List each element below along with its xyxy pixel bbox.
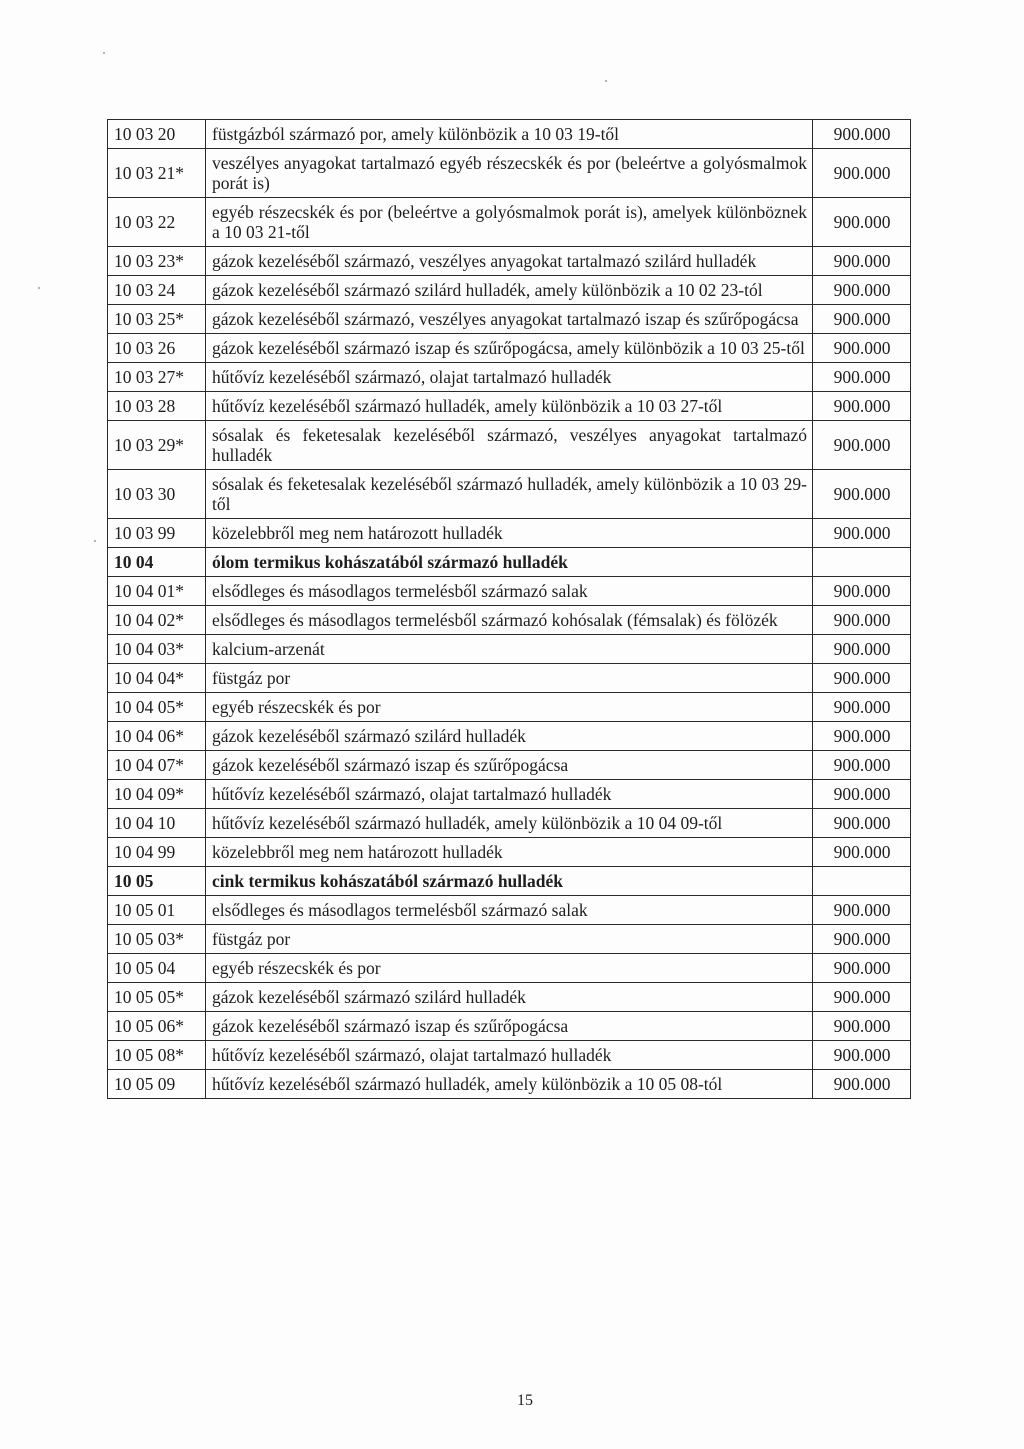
description-cell: veszélyes anyagokat tartalmazó egyéb részecskék és por (beleértve a golyósmalmok porát is) — [206, 149, 813, 198]
table-row — [108, 470, 911, 519]
description-cell: hűtővíz kezeléséből származó, olajat tartalmazó hulladék — [206, 780, 813, 809]
waste-code-cell: 10 04 07* — [108, 751, 206, 780]
amount-cell: 900.000 — [813, 664, 911, 693]
description-cell: sósalak és feketesalak kezeléséből származó hulladék, amely különbözik a 10 03 29-től — [206, 470, 813, 519]
amount-cell: 900.000 — [813, 334, 911, 363]
amount-cell: 900.000 — [813, 276, 911, 305]
description-cell: egyéb részecskék és por — [206, 693, 813, 722]
waste-code-cell: 10 03 23* — [108, 247, 206, 276]
waste-code-cell: 10 03 99 — [108, 519, 206, 548]
amount-cell: 900.000 — [813, 198, 911, 247]
description-cell: gázok kezeléséből származó iszap és szűrőpogácsa — [206, 1012, 813, 1041]
amount-cell: 900.000 — [813, 896, 911, 925]
waste-code-cell: 10 04 10 — [108, 809, 206, 838]
amount-cell: 900.000 — [813, 247, 911, 276]
table-row — [108, 305, 911, 334]
description-cell: ólom termikus kohászatából származó hulladék — [206, 548, 813, 577]
amount-cell: 900.000 — [813, 149, 911, 198]
amount-cell: 900.000 — [813, 1070, 911, 1099]
waste-code-cell: 10 05 01 — [108, 896, 206, 925]
description-cell: gázok kezeléséből származó iszap és szűrőpogácsa, amely különbözik a 10 03 25-től — [206, 334, 813, 363]
description-cell: elsődleges és másodlagos termelésből származó kohósalak (fémsalak) és fölözék — [206, 606, 813, 635]
table-row — [108, 838, 911, 867]
table-row — [108, 606, 911, 635]
table-row — [108, 276, 911, 305]
waste-code-cell: 10 04 02* — [108, 606, 206, 635]
table-row — [108, 1041, 911, 1070]
table-row — [108, 247, 911, 276]
waste-code-cell: 10 03 21* — [108, 149, 206, 198]
table-row — [108, 1012, 911, 1041]
amount-cell: 900.000 — [813, 1012, 911, 1041]
description-cell: füstgáz por — [206, 925, 813, 954]
description-cell: sósalak és feketesalak kezeléséből származó, veszélyes anyagokat tartalmazó hulladék — [206, 421, 813, 470]
waste-code-cell: 10 05 08* — [108, 1041, 206, 1070]
amount-cell: 900.000 — [813, 519, 911, 548]
amount-cell: 900.000 — [813, 1041, 911, 1070]
waste-code-cell: 10 03 24 — [108, 276, 206, 305]
amount-cell: 900.000 — [813, 120, 911, 149]
description-cell: egyéb részecskék és por (beleértve a golyósmalmok porát is), amelyek különböznek a 10 03 21-től — [206, 198, 813, 247]
table-row — [108, 751, 911, 780]
table-row — [108, 421, 911, 470]
table-row — [108, 809, 911, 838]
section-heading-row — [108, 548, 911, 577]
table-row — [108, 635, 911, 664]
waste-code-cell: 10 04 04* — [108, 664, 206, 693]
description-cell: gázok kezeléséből származó szilárd hulladék, amely különbözik a 10 02 23-tól — [206, 276, 813, 305]
description-cell: gázok kezeléséből származó iszap és szűrőpogácsa — [206, 751, 813, 780]
scan-speck — [605, 80, 607, 82]
waste-code-cell: 10 05 09 — [108, 1070, 206, 1099]
amount-cell: 900.000 — [813, 693, 911, 722]
description-cell: közelebbről meg nem határozott hulladék — [206, 519, 813, 548]
section-heading-row — [108, 867, 911, 896]
amount-cell: 900.000 — [813, 606, 911, 635]
table-row — [108, 1070, 911, 1099]
waste-code-cell: 10 04 01* — [108, 577, 206, 606]
waste-code-cell: 10 03 25* — [108, 305, 206, 334]
waste-code-table-body — [108, 120, 911, 1099]
table-row — [108, 780, 911, 809]
table-row — [108, 392, 911, 421]
table-row — [108, 577, 911, 606]
description-cell: hűtővíz kezeléséből származó, olajat tartalmazó hulladék — [206, 363, 813, 392]
amount-cell: 900.000 — [813, 751, 911, 780]
description-cell: kalcium-arzenát — [206, 635, 813, 664]
waste-code-cell: 10 05 04 — [108, 954, 206, 983]
table-row — [108, 925, 911, 954]
table-row — [108, 519, 911, 548]
amount-cell: 900.000 — [813, 838, 911, 867]
table-row — [108, 334, 911, 363]
waste-code-cell: 10 05 05* — [108, 983, 206, 1012]
table-row — [108, 120, 911, 149]
table-row — [108, 363, 911, 392]
amount-cell: 900.000 — [813, 305, 911, 334]
scan-speck — [38, 287, 40, 289]
waste-code-cell: 10 03 27* — [108, 363, 206, 392]
description-cell: egyéb részecskék és por — [206, 954, 813, 983]
waste-code-cell: 10 05 — [108, 867, 206, 896]
description-cell: hűtővíz kezeléséből származó hulladék, amely különbözik a 10 03 27-től — [206, 392, 813, 421]
table-row — [108, 664, 911, 693]
waste-code-cell: 10 04 03* — [108, 635, 206, 664]
amount-cell: 900.000 — [813, 635, 911, 664]
description-cell: cink termikus kohászatából származó hulladék — [206, 867, 813, 896]
waste-code-cell: 10 04 99 — [108, 838, 206, 867]
table-row — [108, 722, 911, 751]
waste-code-cell: 10 04 09* — [108, 780, 206, 809]
amount-cell: 900.000 — [813, 954, 911, 983]
amount-cell: 900.000 — [813, 363, 911, 392]
waste-code-cell: 10 04 — [108, 548, 206, 577]
table-row — [108, 149, 911, 198]
description-cell: gázok kezeléséből származó szilárd hulladék — [206, 983, 813, 1012]
table-row — [108, 198, 911, 247]
waste-code-cell: 10 03 29* — [108, 421, 206, 470]
amount-cell: 900.000 — [813, 421, 911, 470]
amount-cell: 900.000 — [813, 392, 911, 421]
description-cell: elsődleges és másodlagos termelésből származó salak — [206, 896, 813, 925]
table-row — [108, 693, 911, 722]
page-number: 15 — [517, 1392, 533, 1409]
description-cell: hűtővíz kezeléséből származó hulladék, amely különbözik a 10 04 09-től — [206, 809, 813, 838]
waste-code-cell: 10 03 28 — [108, 392, 206, 421]
description-cell: gázok kezeléséből származó szilárd hulladék — [206, 722, 813, 751]
table-row — [108, 983, 911, 1012]
waste-code-cell: 10 05 03* — [108, 925, 206, 954]
table-row — [108, 896, 911, 925]
waste-code-cell: 10 03 22 — [108, 198, 206, 247]
description-cell: füstgáz por — [206, 664, 813, 693]
description-cell: hűtővíz kezeléséből származó hulladék, amely különbözik a 10 05 08-tól — [206, 1070, 813, 1099]
description-cell: elsődleges és másodlagos termelésből származó salak — [206, 577, 813, 606]
description-cell: közelebbről meg nem határozott hulladék — [206, 838, 813, 867]
amount-cell: 900.000 — [813, 925, 911, 954]
waste-code-cell: 10 03 30 — [108, 470, 206, 519]
amount-cell: 900.000 — [813, 577, 911, 606]
waste-code-table — [107, 119, 911, 1099]
amount-cell — [813, 548, 911, 577]
description-cell: gázok kezeléséből származó, veszélyes anyagokat tartalmazó szilárd hulladék — [206, 247, 813, 276]
amount-cell: 900.000 — [813, 470, 911, 519]
waste-code-cell: 10 04 06* — [108, 722, 206, 751]
waste-code-cell: 10 05 06* — [108, 1012, 206, 1041]
scan-speck — [103, 52, 105, 54]
scan-speck — [94, 540, 96, 542]
amount-cell: 900.000 — [813, 809, 911, 838]
waste-code-cell: 10 03 20 — [108, 120, 206, 149]
amount-cell: 900.000 — [813, 983, 911, 1012]
waste-code-cell: 10 03 26 — [108, 334, 206, 363]
description-cell: gázok kezeléséből származó, veszélyes anyagokat tartalmazó iszap és szűrőpogácsa — [206, 305, 813, 334]
amount-cell: 900.000 — [813, 722, 911, 751]
table-row — [108, 954, 911, 983]
waste-code-cell: 10 04 05* — [108, 693, 206, 722]
description-cell: hűtővíz kezeléséből származó, olajat tartalmazó hulladék — [206, 1041, 813, 1070]
amount-cell: 900.000 — [813, 780, 911, 809]
description-cell: füstgázból származó por, amely különbözik a 10 03 19-től — [206, 120, 813, 149]
amount-cell — [813, 867, 911, 896]
